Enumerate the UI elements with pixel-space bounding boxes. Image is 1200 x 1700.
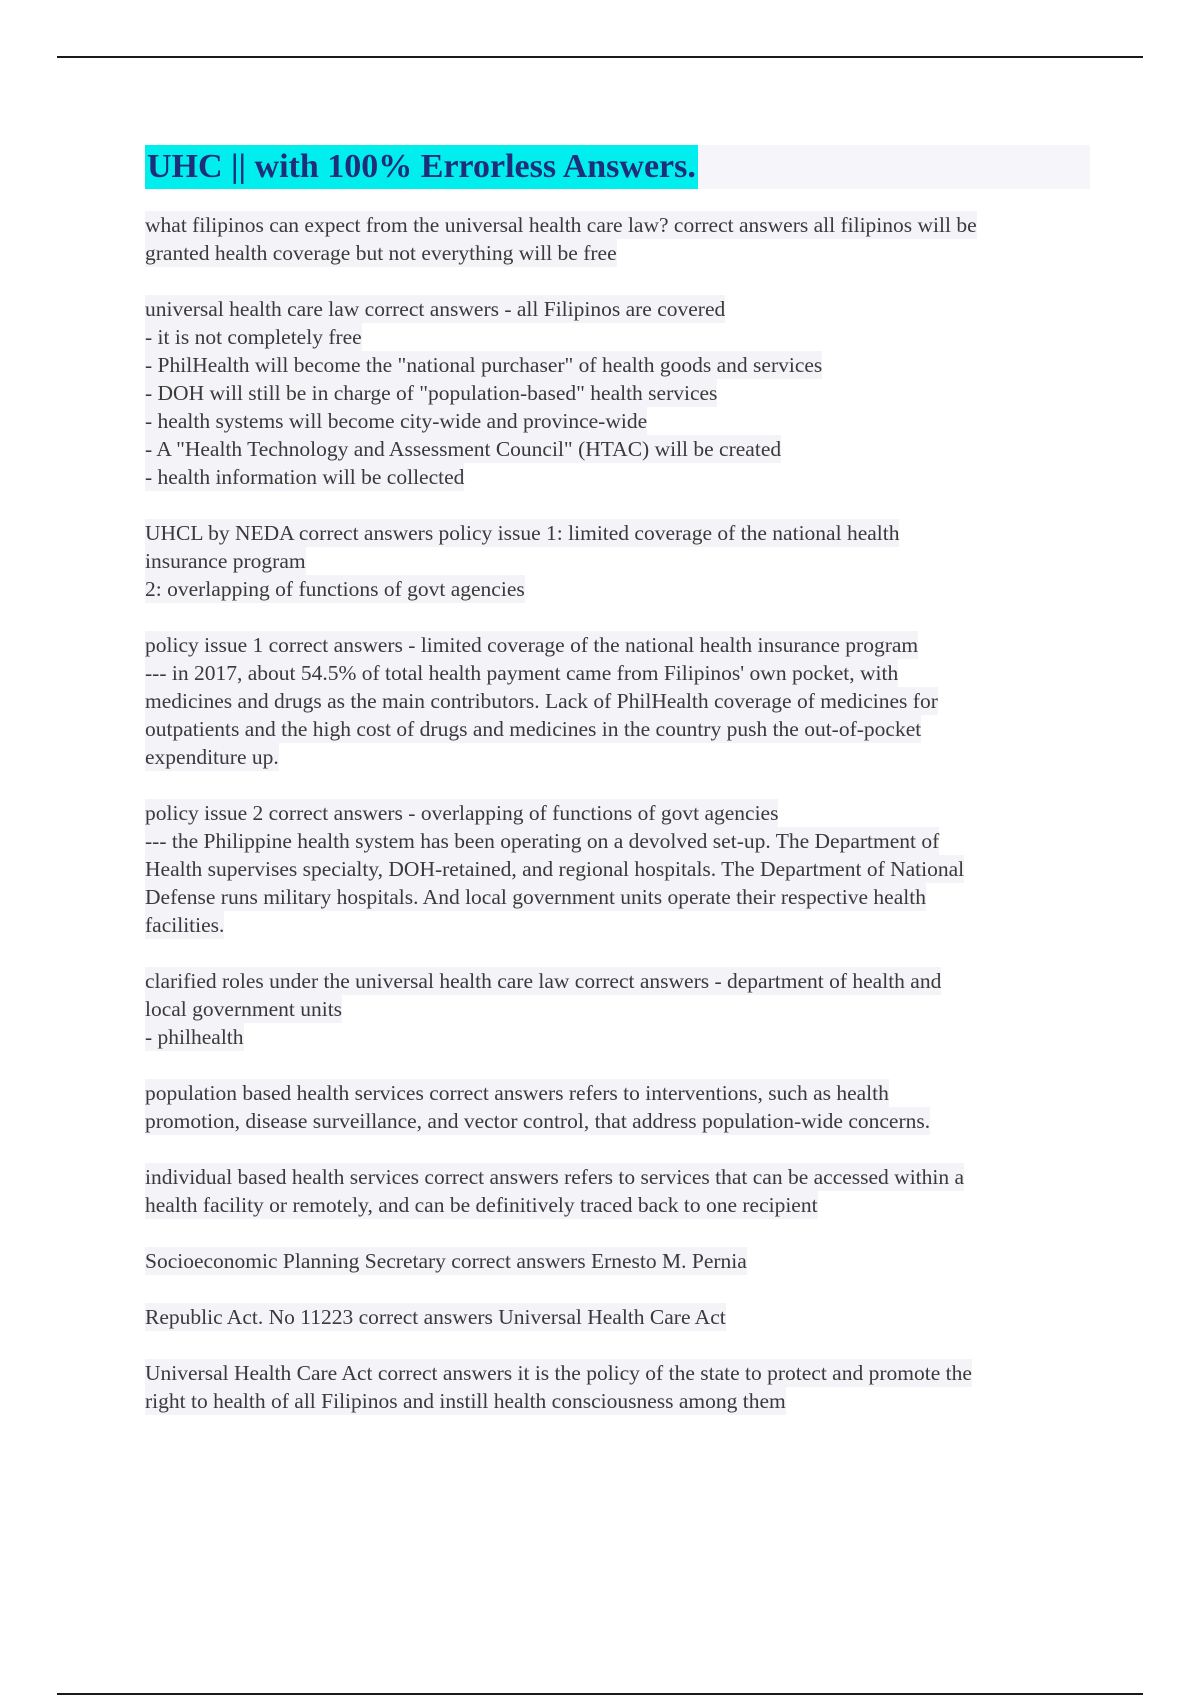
qa-line: insurance program: [145, 549, 306, 573]
qa-line: UHCL by NEDA correct answers policy issue 1: limited coverage of the national health: [145, 521, 900, 545]
qa-line: --- the Philippine health system has been operating on a devolved set-up. The Department of: [145, 829, 940, 853]
qa-block: [145, 1079, 1090, 1135]
qa-line: - PhilHealth will become the "national purchaser" of health goods and services: [145, 353, 823, 377]
document-body: [145, 145, 1090, 1443]
qa-line: Republic Act. No 11223 correct answers Universal Health Care Act: [145, 1305, 726, 1329]
qa-block: [145, 1247, 1090, 1275]
qa-block: [145, 631, 1090, 771]
qa-list: [145, 211, 1090, 1415]
qa-block: [145, 295, 1090, 491]
qa-line: Universal Health Care Act correct answers it is the policy of the state to protect and promote the: [145, 1361, 972, 1385]
qa-block: [145, 1163, 1090, 1219]
qa-line: Health supervises specialty, DOH-retained, and regional hospitals. The Department of National: [145, 857, 965, 881]
qa-line: health facility or remotely, and can be definitively traced back to one recipient: [145, 1193, 818, 1217]
qa-line: right to health of all Filipinos and instill health consciousness among them: [145, 1389, 786, 1413]
qa-line: population based health services correct answers refers to interventions, such as health: [145, 1081, 889, 1105]
qa-line: outpatients and the high cost of drugs and medicines in the country push the out-of-pocket: [145, 717, 922, 741]
qa-line: policy issue 2 correct answers - overlapping of functions of govt agencies: [145, 801, 779, 825]
qa-line: facilities.: [145, 913, 225, 937]
qa-line: - health information will be collected: [145, 465, 465, 489]
title-row: [145, 145, 1090, 189]
qa-line: Socioeconomic Planning Secretary correct answers Ernesto M. Pernia: [145, 1249, 747, 1273]
qa-line: granted health coverage but not everything will be free: [145, 241, 617, 265]
qa-line: - DOH will still be in charge of "population-based" health services: [145, 381, 718, 405]
qa-line: clarified roles under the universal health care law correct answers - department of health and: [145, 969, 942, 993]
qa-line: policy issue 1 correct answers - limited coverage of the national health insurance program: [145, 633, 919, 657]
qa-block: [145, 967, 1090, 1051]
qa-line: promotion, disease surveillance, and vector control, that address population-wide concerns.: [145, 1109, 931, 1133]
document-title: UHC || with 100% Errorless Answers.: [145, 145, 698, 189]
qa-line: - A "Health Technology and Assessment Council" (HTAC) will be created: [145, 437, 782, 461]
bottom-rule: [57, 1693, 1143, 1695]
qa-block: [145, 799, 1090, 939]
qa-line: universal health care law correct answers - all Filipinos are covered: [145, 297, 726, 321]
qa-line: medicines and drugs as the main contributors. Lack of PhilHealth coverage of medicines for: [145, 689, 938, 713]
qa-line: 2: overlapping of functions of govt agencies: [145, 577, 525, 601]
qa-line: - health systems will become city-wide and province-wide: [145, 409, 648, 433]
qa-block: [145, 1359, 1090, 1415]
qa-line: individual based health services correct answers refers to services that can be accessed within a: [145, 1165, 965, 1189]
top-rule: [57, 56, 1143, 58]
qa-block: [145, 211, 1090, 267]
qa-line: what filipinos can expect from the universal health care law? correct answers all filipinos will be: [145, 213, 977, 237]
qa-line: Defense runs military hospitals. And local government units operate their respective health: [145, 885, 926, 909]
qa-line: expenditure up.: [145, 745, 279, 769]
qa-line: - it is not completely free: [145, 325, 362, 349]
qa-line: local government units: [145, 997, 343, 1021]
qa-block: [145, 1303, 1090, 1331]
qa-line: --- in 2017, about 54.5% of total health payment came from Filipinos' own pocket, with: [145, 661, 899, 685]
qa-block: [145, 519, 1090, 603]
qa-line: - philhealth: [145, 1025, 244, 1049]
